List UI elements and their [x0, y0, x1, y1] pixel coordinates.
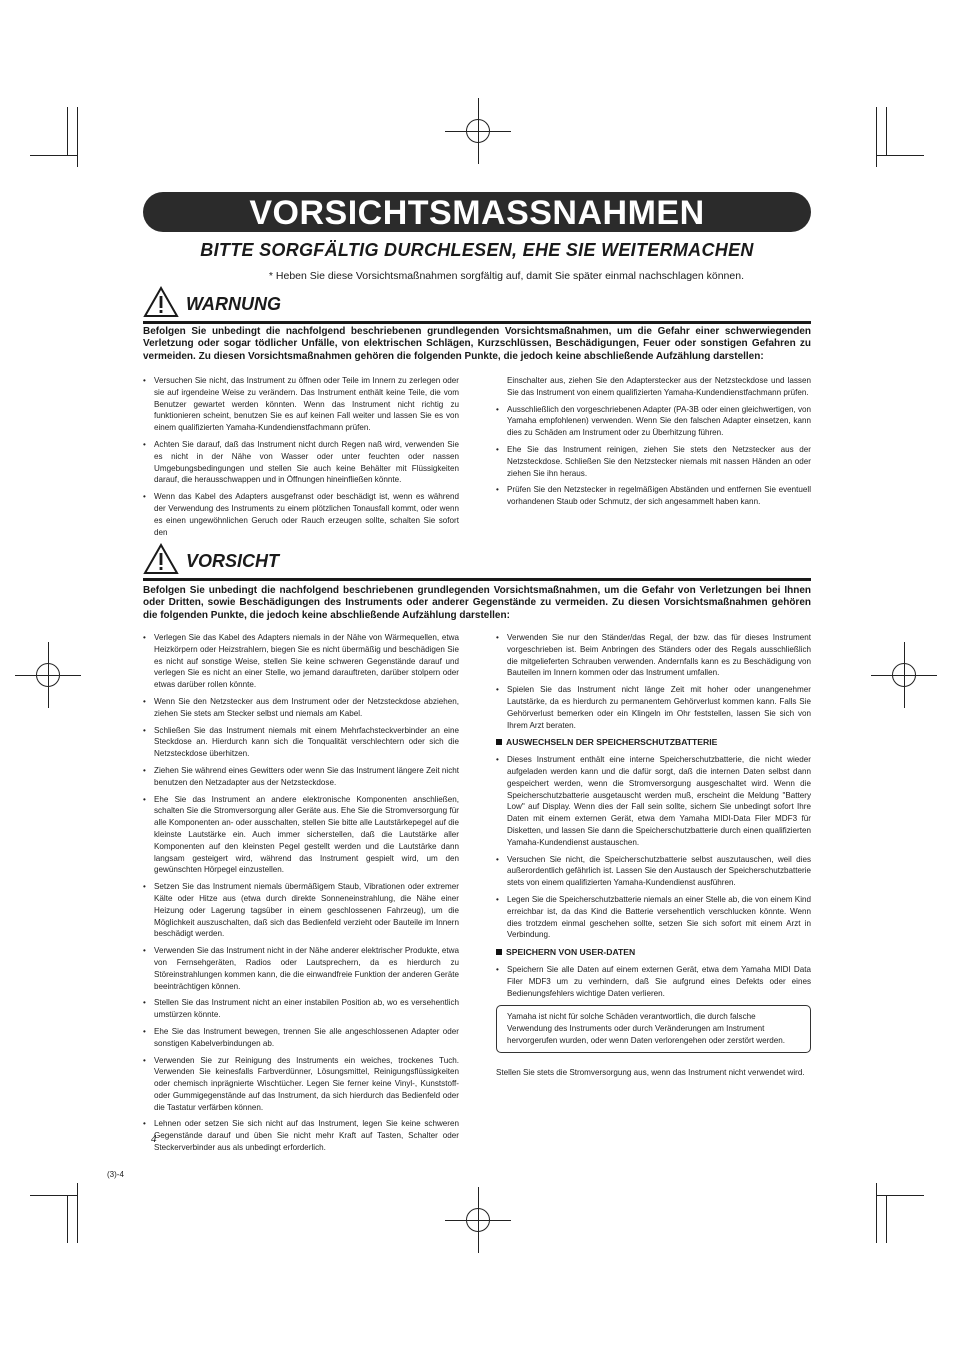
square-bullet-icon [496, 739, 502, 745]
list-item: • Lehnen oder setzen Sie sich nicht auf das Instrument, legen Sie keine schweren Gegenstände darauf und üben Sie nicht mehr Kraft auf Tasten, Schalter oder Steckerverbinder aus als unbedingt erforderlich. [143, 1118, 459, 1153]
vorsicht-rule [143, 578, 811, 581]
list-item: • Legen Sie die Speicherschutzbatterie niemals an einer Stelle ab, die von einem Kind erreichbar ist, da das Kind die Batterie versehentlich verschlucken könnte. Wenn dies trotzdem einmal geschehen sollte, setzen Sie sich sofort mit einem Arzt in Verbindung. [496, 894, 811, 941]
vorsicht-left-column [143, 632, 459, 1159]
list-item: • Schließen Sie das Instrument niemals mit einem Mehrfachsteckverbinder an eine Steckdose an. Hierdurch kann sich die Tonqualität verschlechtern oder sich die Netzsteckdose überhitzen. [143, 725, 459, 760]
list-item: • Stellen Sie das Instrument nicht an einer instabilen Position ab, wo es versehentlich umstürzen könnte. [143, 997, 459, 1021]
userdata-subheading-text: SPEICHERN VON USER-DATEN [506, 947, 636, 958]
square-bullet-icon [496, 949, 502, 955]
warnung-label: WARNUNG [186, 294, 281, 314]
warnung-intro: Befolgen Sie unbedingt die nachfolgend beschriebenen grundlegenden Vorsichtsmaßnahmen, um die Gefahr einer schwerwiegenden Verletzung oder sogar tödlicher Unfälle, von elektrischen Schlägen, Kurzschlüssen, Beschädigungen, Feuer oder sonstigen Gefahren zu vermeiden. Zu diesen Vorsichtsmaßnahmen gehören die folgenden Punkte, die jedoch keine abschließende Aufzählung darstellen: [143, 326, 811, 362]
battery-subheading [496, 737, 811, 749]
list-item: • Ausschließlich den vorgeschriebenen Adapter (PA-3B oder einen gleichwertigen, von Yamaha empfohlenen) verwenden. Wenn Sie den falschen Adapter einsetzen, kann dies zu Schäden am Instrument oder zu Überhitzung führen. [496, 404, 811, 439]
list-item: • Ziehen Sie während eines Gewitters oder wenn Sie das Instrument längere Zeit nicht benutzen den Netzadapter aus der Netzsteckdose. [143, 765, 459, 789]
battery-subheading-text: AUSWECHSELN DER SPEICHERSCHUTZBATTERIE [506, 737, 718, 748]
keep-note: * Heben Sie diese Vorsichtsmaßnahmen sorgfältig auf, damit Sie später einmal nachschlagen können. [268, 270, 744, 282]
vorsicht-label: VORSICHT [186, 551, 280, 571]
page-code: (3)-4 [107, 1170, 124, 1179]
list-item: • Dieses Instrument enthält eine interne Speicherschutzbatterie, die nicht wieder aufgeladen werden kann und die dafür sorgt, daß die internen Daten selbst dann gespeichert werden, wenn die Stromversorgung ausgeschaltet wird. Wenn die Speicherschutzbatterie ausgetauscht werden muß, erscheint die Meldung "Battery Low" auf Display. Wenn dies der Fall sein sollte, sichern Sie unbedingt sofort Ihre Daten mit einem externen Gerät, etwa dem Yamaha MIDI-Data Filer MDF3 für Disketten, und lassen Sie dann die Speicherschutzbatterie durch einen qualifizierten Yamaha-Kundendienst austauschen. [496, 754, 811, 848]
list-item: • Setzen Sie das Instrument niemals übermäßigem Staub, Vibrationen oder extremer Kälte oder Hitze aus (etwa durch direkte Sonneneinstrahlung, die Nähe einer Heizung oder Lagerung tagsüber in einem geschlossenen Fahrzeug), um die Möglichkeit auszuschalten, daß sich das Bedienfeld verzieht oder Bauteile im Innern beschädigt werden. [143, 881, 459, 940]
list-item: • Versuchen Sie nicht, das Instrument zu öffnen oder Teile im Innern zu zerlegen oder sie auf irgendeine Weise zu verändern. Das Instrument enthält keine Teile, die vom Benutzer gewartet werden könnten. Wenn das Instrument nicht richtig zu funktionieren scheint, benutzen Sie es auf keinen Fall weiter und lassen Sie es von einem qualifizierten Yamaha-Kundendienstfachmann prüfen. [143, 375, 459, 434]
list-item: • Versuchen Sie nicht, die Speicherschutzbatterie selbst auszutauschen, weil dies außerordentlich gefährlich ist. Lassen Sie den Austausch der Speicherschutzbatterie stets von einem qualifizierten Yamaha-Kundendienst ausführen. [496, 854, 811, 889]
warnung-right-column [496, 375, 811, 513]
userdata-subheading [496, 947, 811, 959]
caution-triangle-icon [143, 543, 179, 575]
list-item: • Ehe Sie das Instrument an andere elektronische Komponenten anschließen, schalten Sie die Stromversorgung aller Geräte aus. Ehe Sie die Stromversorgung für alle Komponenten an- oder ausschalten, stellen Sie bitte alle Lautstärkepegel auf die kleinste Lautstärke ein. Auch immer sicherstellen, daß die Lautstärke aller Komponenten auf den kleinsten Pegel gestellt werden und die Lautstärke dann langsam gesteigert wird, während das Instrument gespielt wird, um den gewünschten Hörpegel einzustellen. [143, 794, 459, 877]
list-item: • Ehe Sie das Instrument reinigen, ziehen Sie stets den Netzstecker aus der Netzsteckdose. Schließen Sie den Netzstecker niemals mit nassen Händen an oder ziehen Sie ihn heraus. [496, 444, 811, 479]
list-item: • Spielen Sie das Instrument nicht länge Zeit mit hoher oder unangenehmer Lautstärke, da es hierdurch zu permanentem Gehörverlust kommen kann. Falls Sie Gehörverlust bemerken oder ein Klingeln im Ohr feststellen, lassen Sie sich von Ihrem Arzt beraten. [496, 684, 811, 731]
page-subtitle: BITTE SORGFÄLTIG DURCHLESEN, EHE SIE WEITERMACHEN [200, 240, 754, 260]
warning-triangle-icon [143, 286, 179, 318]
list-item: • Ehe Sie das Instrument bewegen, trennen Sie alle angeschlossenen Adapter oder sonstigen Kabelverbindungen ab. [143, 1026, 459, 1050]
list-item: • Verwenden Sie das Instrument nicht in der Nähe anderer elektrischer Produkte, etwa von Fernsehgeräten, Radios oder Lautsprechern, da es hierdurch zu Störeinstrahlungen kommen kann, die die einwandfreie Funktion der anderen Geräte beeinträchtigen können. [143, 945, 459, 992]
vorsicht-intro: Befolgen Sie unbedingt die nachfolgend beschriebenen grundlegenden Vorsichtsmaßnahmen, um die Gefahr von Verletzungen bei Ihnen oder Dritten, sowie Beschädigungen des Instruments oder anderer Gegenstände zu vermeiden. Zu diesen Vorsichtsmaßnahmen gehören die folgenden Punkte, die jedoch keine abschließende Aufzählung darstellen: [143, 585, 811, 621]
list-item: • Achten Sie darauf, daß das Instrument nicht durch Regen naß wird, verwenden Sie es nicht in der Nähe von Wasser oder unter feuchten oder nassen Umgebungsbedingungen und stellen Sie auch keine Behälter mit Flüssigkeiten darauf, die herausschwappen und in Öffnungen hineinfließen könnte. [143, 439, 459, 486]
vorsicht-right-column [496, 632, 811, 1079]
closing-note: Stellen Sie stets die Stromversorgung aus, wenn das Instrument nicht verwendet wird. [496, 1067, 805, 1077]
page-number: 4 [151, 1133, 157, 1145]
list-item: • Wenn das Kabel des Adapters ausgefranst oder beschädigt ist, wenn es während der Verwendung des Instruments zu einem plötzlichen Tonausfall kommt, oder wenn es einen ungewöhnlichen Geruch oder Rauch erzeugen sollte, schalten Sie sofort den [143, 491, 459, 538]
list-item: • Prüfen Sie den Netzstecker in regelmäßigen Abständen und entfernen Sie eventuell vorhandenen Staub oder Schmutz, der sich angesammelt haben kann. [496, 484, 811, 508]
warnung-heading [143, 286, 811, 324]
warnung-left-column [143, 375, 459, 543]
list-item: • Speichern Sie alle Daten auf einem externen Gerät, etwa dem Yamaha MIDI Data Filer MDF3 um zu verhindern, daß Sie aufgrund eines Defekts oder eines Bedienungsfehlers wichtige Daten verlieren. [496, 964, 811, 999]
warnung-rule [143, 321, 811, 324]
vorsicht-heading [143, 543, 811, 581]
list-item: • Verwenden Sie nur den Ständer/das Regal, der bzw. das für dieses Instrument vorgeschrieben ist. Beim Anbringen des Ständers oder des Regals ausschließlich die mitgelieferten Schrauben verwenden. Andernfalls kann es zu Beschädigung von Bauteilen im Innern kommen oder das Instrument umfallen. [496, 632, 811, 679]
page-title: VORSICHTSMASSNAHMEN [143, 192, 811, 232]
list-item: • Verlegen Sie das Kabel des Adapters niemals in der Nähe von Wärmequellen, etwa Heizkörpern oder Heizstrahlern, biegen Sie es nicht übermäßig und beschädigen Sie es nicht auf sonstige Weise, stellen Sie keine schweren Gegenstände darauf und verlegen Sie es nicht an einer Stelle, wo jemand darauftreten, darüber stolpern oder etwas darüber rollen könnte. [143, 632, 459, 691]
disclaimer-box: Yamaha ist nicht für solche Schäden verantwortlich, die durch falsche Verwendung des Instruments oder durch Veränderungen am Instrument hervorgerufen wurden, oder wenn Daten verlorengehen oder zerstört werden. [496, 1005, 811, 1052]
list-item-continuation: Einschalter aus, ziehen Sie den Adapterstecker aus der Netzsteckdose und lassen Sie das Instrument von einem qualifizierten Yamaha-Kundendienstfachmann prüfen. [507, 376, 811, 397]
list-item: • Wenn Sie den Netzstecker aus dem Instrument oder der Netzsteckdose abziehen, ziehen Sie stets am Stecker selbst und niemals am Kabel. [143, 696, 459, 720]
list-item: • Verwenden Sie zur Reinigung des Instruments ein weiches, trockenes Tuch. Verwenden Sie keinesfalls Farbverdünner, Lösungsmittel, Reinigungsflüssigkeiten oder chemisch inprägnierte Wischtücher. Legen Sie ferner keine Vinyl-, Kunststoff- oder Gummigegenstände auf das Instrument, da sich hierdurch das Bedienfeld oder die Tastatur verfärben können. [143, 1055, 459, 1114]
